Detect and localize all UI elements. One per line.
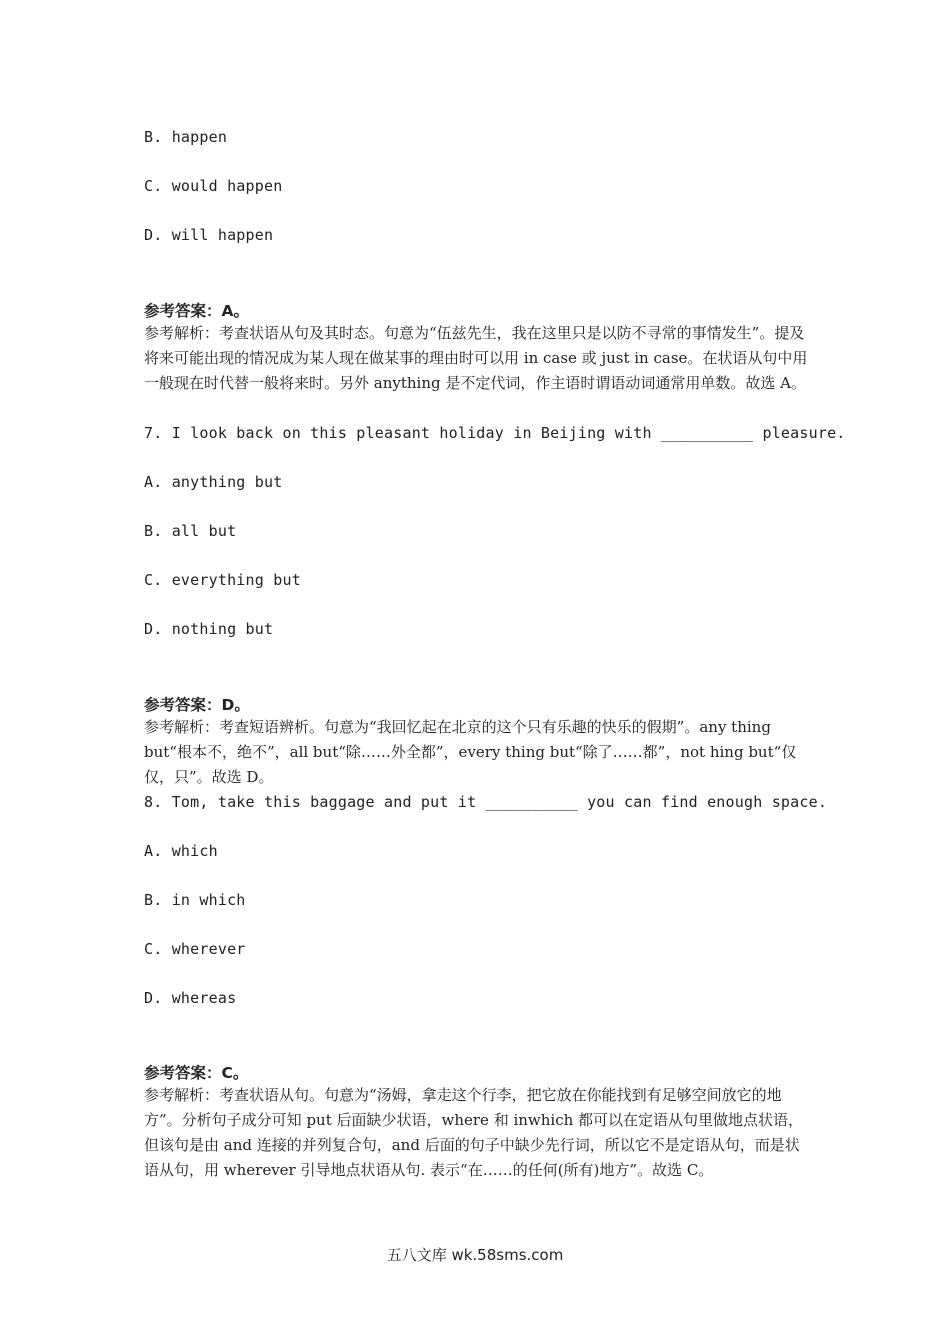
q7-option-d: D. nothing but bbox=[144, 620, 274, 638]
q8-option-b: B. in which bbox=[144, 891, 246, 909]
q6-answer: 参考答案：A。 bbox=[144, 302, 249, 320]
q8-option-c: C. wherever bbox=[144, 940, 246, 958]
q7-explanation: 参考解析：考查短语辨析。句意为“我回忆起在北京的这个只有乐趣的快乐的假期”。any thing but“根本不，绝不”，all but“除……外全都”，every thing but“除了……都”，not hing but“仅仅，只”。故选 D。 bbox=[144, 718, 797, 786]
q6-option-b: B. happen bbox=[144, 128, 228, 146]
q7-option-a: A. anything but bbox=[144, 473, 283, 491]
q6-explanation: 参考解析：考查状语从句及其时态。句意为“伍兹先生，我在这里只是以防不寻常的事情发生”。提及将来可能出现的情况成为某人现在做某事的理由时可以用 in case 或 just in case。在状语从句中用一般现在时代替一般将来时。另外 anything 是不定代词，作主语时谓语动词通常用单数。故选 A。 bbox=[144, 324, 808, 392]
q8-explanation: 参考解析：考查状语从句。句意为“汤姆，拿走这个行李，把它放在你能找到有足够空间放它的地方”。分析句子成分可知 put 后面缺少状语，where 和 inwhich 都可以在定语从句里做地点状语，但该句是由 and 连接的并列复合句，and 后面的句子中缺少先行词，所以它不是定语从句，而是状语从句，用 wherever 引导地点状语从句. 表示“在……的任何(所有)地方”。故选 C。 bbox=[144, 1086, 804, 1179]
q6-option-d: D. will happen bbox=[144, 226, 274, 244]
q7-question: 7. I look back on this pleasant holiday in Beijing with __________ pleasure. bbox=[144, 424, 846, 442]
q7-answer: 参考答案：D。 bbox=[144, 696, 250, 714]
q8-option-d: D. whereas bbox=[144, 989, 237, 1007]
q7-option-c: C. everything but bbox=[144, 571, 301, 589]
q7-option-b: B. all but bbox=[144, 522, 237, 540]
footer-watermark: 五八文库 wk.58sms.com bbox=[386, 1246, 564, 1264]
q8-question: 8. Tom, take this baggage and put it __________ you can find enough space. bbox=[144, 793, 828, 811]
q6-option-c: C. would happen bbox=[144, 177, 283, 195]
q8-answer: 参考答案：C。 bbox=[144, 1064, 249, 1082]
q8-option-a: A. which bbox=[144, 842, 218, 860]
